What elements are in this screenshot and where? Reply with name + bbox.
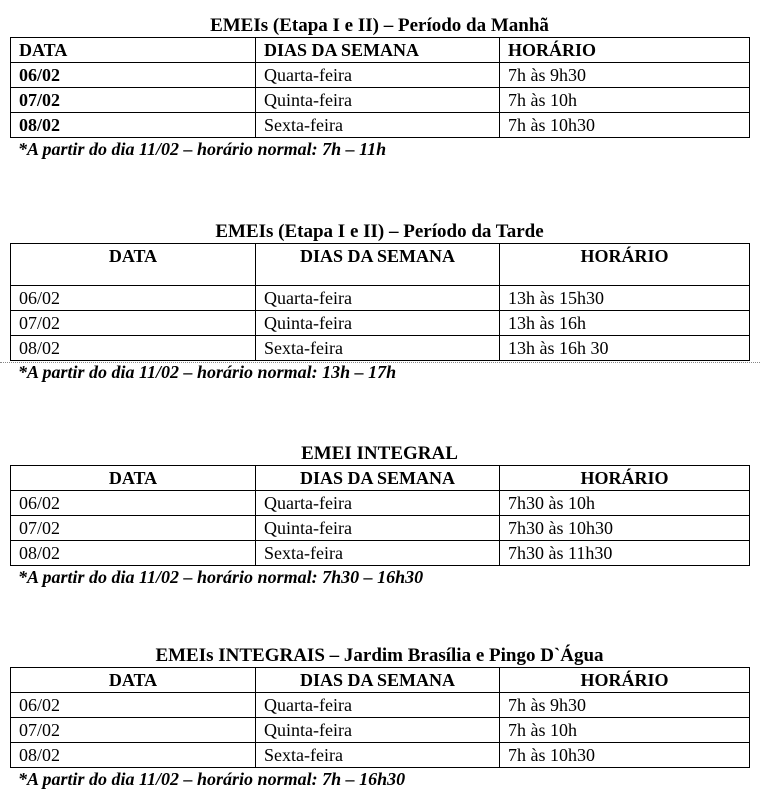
schedule-section-integral [10, 443, 749, 588]
header-dias: DIAS DA SEMANA [256, 244, 500, 286]
schedule-section-morning [10, 15, 749, 160]
cell-horario: 7h30 às 10h [500, 491, 750, 516]
cell-data: 06/02 [11, 491, 256, 516]
cell-horario: 7h30 às 10h30 [500, 516, 750, 541]
cell-horario: 7h às 9h30 [500, 63, 750, 88]
schedule-section-integrais [10, 645, 749, 790]
table-row [11, 311, 750, 336]
cell-dia: Sexta-feira [256, 336, 500, 361]
table-row [11, 743, 750, 768]
schedule-note: *A partir do dia 11/02 – horário normal: 7h – 11h [18, 139, 387, 159]
cell-horario: 7h às 10h30 [500, 113, 750, 138]
table-row [11, 63, 750, 88]
table-header-row [11, 668, 750, 693]
table-row [11, 286, 750, 311]
header-data: DATA [11, 38, 256, 63]
cell-horario: 7h30 às 11h30 [500, 541, 750, 566]
table-row [11, 336, 750, 361]
cell-dia: Sexta-feira [256, 743, 500, 768]
cell-dia: Sexta-feira [256, 541, 500, 566]
cell-dia: Quarta-feira [256, 63, 500, 88]
schedule-table [10, 37, 750, 138]
schedule-note: *A partir do dia 11/02 – horário normal: 7h – 16h30 [18, 769, 406, 789]
section-title: EMEIs INTEGRAIS – Jardim Brasília e Pingo D`Água [155, 645, 604, 666]
cell-data: 07/02 [11, 311, 256, 336]
table-row [11, 541, 750, 566]
header-dias: DIAS DA SEMANA [256, 38, 500, 63]
header-horario: HORÁRIO [500, 668, 750, 693]
table-row [11, 88, 750, 113]
schedule-note: *A partir do dia 11/02 – horário normal: 7h30 – 16h30 [18, 567, 424, 587]
header-dias: DIAS DA SEMANA [256, 466, 500, 491]
table-row [11, 693, 750, 718]
cell-horario: 7h às 10h30 [500, 743, 750, 768]
cell-horario: 7h às 9h30 [500, 693, 750, 718]
section-title: EMEIs (Etapa I e II) – Período da Manhã [210, 15, 549, 36]
schedule-table [10, 243, 750, 361]
cell-dia: Quarta-feira [256, 693, 500, 718]
cell-horario: 13h às 16h 30 [500, 336, 750, 361]
cell-data: 07/02 [11, 88, 256, 113]
cell-data: 08/02 [11, 113, 256, 138]
table-row [11, 516, 750, 541]
schedule-section-afternoon [10, 221, 749, 383]
cell-horario: 13h às 15h30 [500, 286, 750, 311]
cell-dia: Quarta-feira [256, 286, 500, 311]
cell-dia: Quarta-feira [256, 491, 500, 516]
header-data: DATA [11, 244, 256, 286]
cell-horario: 13h às 16h [500, 311, 750, 336]
cell-horario: 7h às 10h [500, 718, 750, 743]
header-data: DATA [11, 668, 256, 693]
header-horario: HORÁRIO [500, 38, 750, 63]
table-header-row [11, 466, 750, 491]
cell-data: 07/02 [11, 516, 256, 541]
header-dias: DIAS DA SEMANA [256, 668, 500, 693]
schedule-note: *A partir do dia 11/02 – horário normal: 13h – 17h [18, 362, 397, 382]
header-horario: HORÁRIO [500, 244, 750, 286]
cell-dia: Quinta-feira [256, 718, 500, 743]
schedule-table [10, 465, 750, 566]
cell-data: 06/02 [11, 63, 256, 88]
table-row [11, 113, 750, 138]
table-header-row [11, 38, 750, 63]
cell-dia: Sexta-feira [256, 113, 500, 138]
header-data: DATA [11, 466, 256, 491]
cell-data: 08/02 [11, 541, 256, 566]
table-row [11, 491, 750, 516]
section-title: EMEIs (Etapa I e II) – Período da Tarde [215, 221, 544, 242]
cell-data: 07/02 [11, 718, 256, 743]
cell-dia: Quinta-feira [256, 88, 500, 113]
cell-data: 08/02 [11, 336, 256, 361]
cell-data: 06/02 [11, 286, 256, 311]
page-divider [0, 362, 760, 363]
header-horario: HORÁRIO [500, 466, 750, 491]
cell-dia: Quinta-feira [256, 311, 500, 336]
schedule-table [10, 667, 750, 768]
table-row [11, 718, 750, 743]
cell-horario: 7h às 10h [500, 88, 750, 113]
cell-dia: Quinta-feira [256, 516, 500, 541]
table-header-row [11, 244, 750, 286]
section-title: EMEI INTEGRAL [301, 443, 458, 464]
cell-data: 08/02 [11, 743, 256, 768]
cell-data: 06/02 [11, 693, 256, 718]
